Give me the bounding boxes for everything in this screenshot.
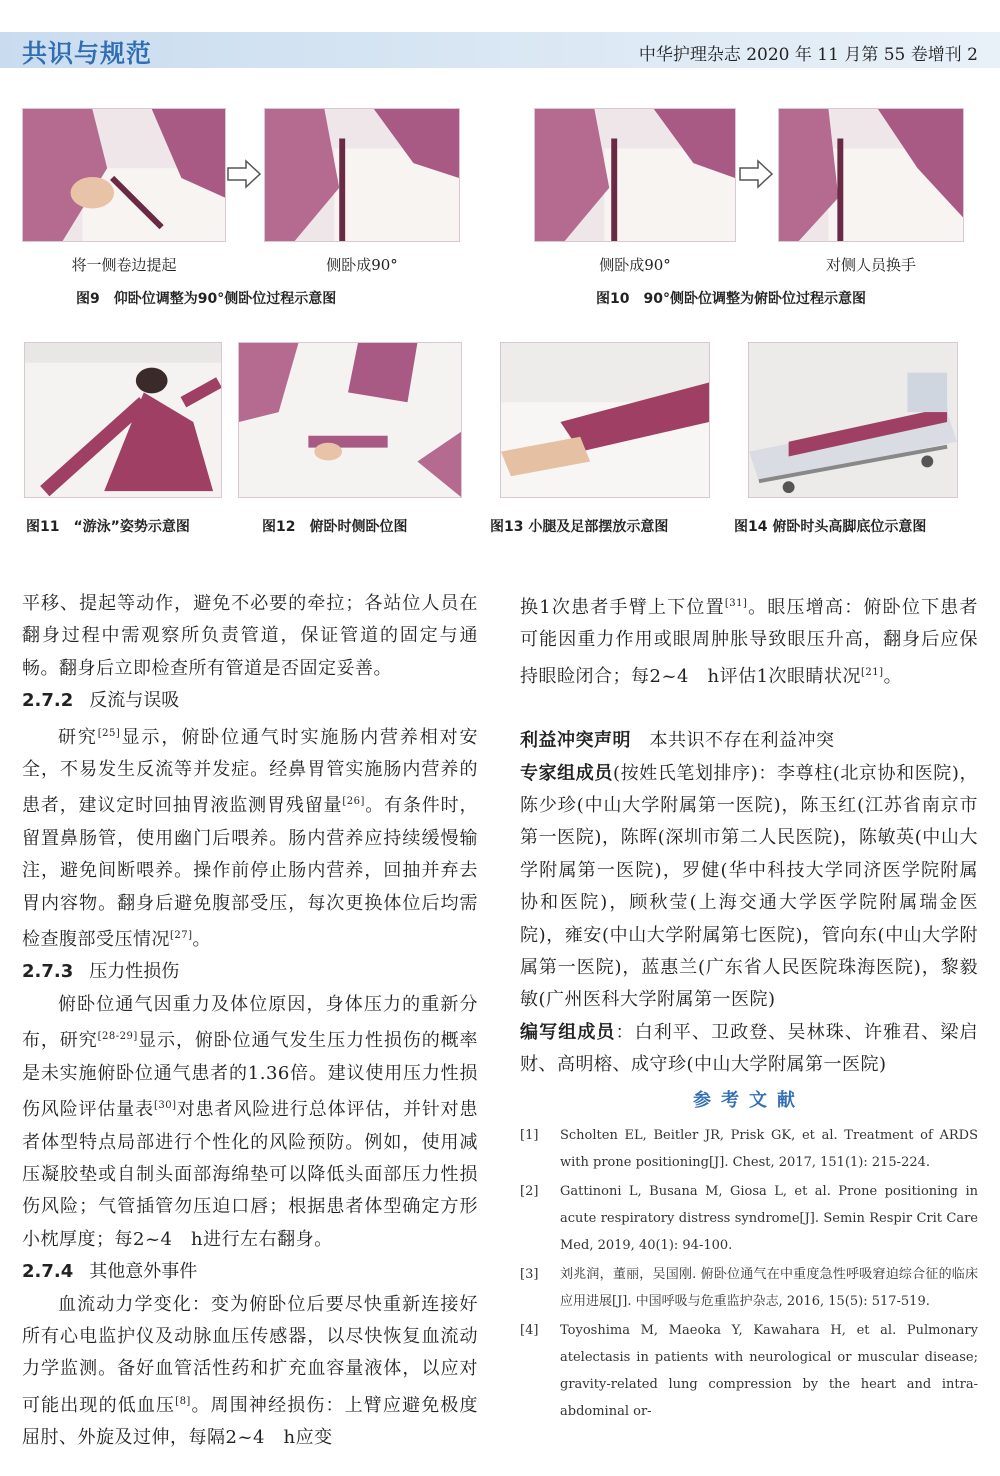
left-paragraph-2: 研究[25]显示，俯卧位通气时实施肠内营养相对安全，不易发生反流等并发症。经鼻胃管实施肠内营养的患者，建议定时回抽胃液监测胃残留量[26]。有条件时，留置鼻肠管，使用幽门后喂养。肠内营养应持续缓慢输注，避免间断喂养。操作前停止肠内营养，回抽并弃去胃内容物。翻身后避免腹部受压，每次更换体位后均需检查腹部受压情况[27]。 bbox=[22, 726, 479, 951]
section-tag: 共识与规范 bbox=[22, 39, 153, 68]
section-heading-2-7-2: 2.7.2 反流与误吸 bbox=[22, 690, 180, 712]
references-title: 参考文献 bbox=[693, 1089, 805, 1111]
right-column bbox=[520, 588, 978, 1427]
right-arrow-icon bbox=[738, 158, 774, 190]
citation: [8] bbox=[175, 1395, 191, 1407]
reference-item: [3] 刘兆润，董丽，吴国刚. 俯卧位通气在中重度急性呼吸窘迫综合征的临床应用进展[J]. 中国呼吸与危重监护杂志, 2016, 15(5): 517-519. bbox=[520, 1266, 978, 1309]
conflict-of-interest: 利益冲突声明 本共识不存在利益冲突 bbox=[520, 730, 835, 752]
fig11-image bbox=[24, 342, 222, 498]
citation: [27] bbox=[170, 930, 193, 942]
writing-group: 编写组成员：白利平、卫政登、吴林珠、许雅君、梁启财、高明榕、成守珍(中山大学附属第一医院) bbox=[520, 1021, 979, 1076]
left-paragraph-3: 俯卧位通气因重力及体位原因，身体压力的重新分布，研究[28-29]显示，俯卧位通气发生压力性损伤的概率是未实施俯卧位通气患者的1.36倍。建议使用压力性损伤风险评估量表[30]对患者风险进行总体评估，并针对患者体型特点局部进行个性化的风险预防。例如，使用减压凝胶垫或自制头面部海绵垫可以降低头面部压力性损伤风险；气管插管勿压迫口唇；根据患者体型确定方形小枕厚度；每2~4 h进行左右翻身。 bbox=[22, 993, 479, 1250]
citation: [26] bbox=[342, 796, 365, 808]
section-heading-2-7-3: 2.7.3 压力性损伤 bbox=[22, 961, 180, 983]
fig10-image-1 bbox=[534, 108, 736, 242]
fig14-caption: 图14 俯卧时头高脚底位示意图 bbox=[734, 519, 927, 535]
right-paragraph-1: 换1次患者手臂上下位置[31]。眼压增高：俯卧位下患者可能因重力作用或眼周肿胀导致眼压升高，翻身后应保持眼睑闭合；每2~4 h评估1次眼睛状况[21]。 bbox=[520, 597, 979, 687]
fig10-caption: 图10 90°侧卧位调整为俯卧位过程示意图 bbox=[596, 291, 866, 307]
fig9-caption: 图9 仰卧位调整为90°侧卧位过程示意图 bbox=[76, 291, 337, 307]
fig10-subcaption-1: 侧卧成90° bbox=[599, 256, 671, 274]
citation: [31] bbox=[724, 598, 748, 609]
fig9-image-1 bbox=[22, 108, 226, 242]
citation: [25] bbox=[97, 727, 121, 739]
fig13-image bbox=[500, 342, 710, 498]
fig12-caption: 图12 俯卧时侧卧位图 bbox=[262, 519, 408, 535]
citation: [28-29] bbox=[97, 1031, 138, 1043]
page-header bbox=[0, 32, 1000, 68]
fig9-subcaption-1: 将一侧卷边提起 bbox=[71, 256, 177, 274]
left-paragraph-1: 平移、提起等动作，避免不必要的牵拉；各站位人员在翻身过程中需观察所负责管道，保证管道的固定与通畅。翻身后立即检查所有管道是否固定妥善。 bbox=[22, 593, 478, 679]
fig9-image-2 bbox=[264, 108, 460, 242]
fig13-caption: 图13 小腿及足部摆放示意图 bbox=[490, 519, 669, 535]
journal-info: 中华护理杂志 2020 年 11 月第 55 卷增刊 2 bbox=[638, 45, 978, 65]
right-arrow-icon bbox=[226, 158, 262, 190]
reference-item: [1] Scholten EL, Beitler JR, Prisk GK, et al. Treatment of ARDS with prone positioning[J]. Chest, 2017, 151(1): 215-224. bbox=[520, 1127, 978, 1170]
fig10-image-2 bbox=[778, 108, 964, 242]
citation: [30] bbox=[153, 1100, 177, 1112]
fig12-image bbox=[238, 342, 462, 498]
expert-group: 专家组成员(按姓氏笔划排序)：李尊柱(北京协和医院)，陈少珍(中山大学附属第一医院)，陈玉红(江苏省南京市第一医院)，陈晖(深圳市第二人民医院)，陈敏英(中山大学附属第一医院)，罗健(华中科技大学同济医学院附属协和医院)，顾秋莹(上海交通大学医学院附属瑞金医院)，雍安(中山大学附属第七医院)，管向东(中山大学附属第一医院)，蓝惠兰(广东省人民医院珠海医院)，黎毅敏(广州医科大学附属第一医院) bbox=[520, 762, 979, 1011]
reference-item: [4] Toyoshima M, Maeoka Y, Kawahara H, et al. Pulmonary atelectasis in patients with neurological or muscular disease; gravity-related lung compression by the heart and intra-abdominal or- bbox=[520, 1322, 978, 1419]
left-column bbox=[22, 588, 478, 1455]
section-heading-2-7-4: 2.7.4 其他意外事件 bbox=[22, 1261, 198, 1283]
fig14-image bbox=[748, 342, 958, 498]
left-paragraph-4: 血流动力学变化：变为俯卧位后要尽快重新连接好所有心电监护仪及动脉血压传感器，以尽快恢复血流动力学监测。备好血管活性药和扩充血容量液体，以应对可能出现的低血压[8]。周围神经损伤：上臂应避免极度屈肘、外旋及过伸，每隔2~4 h应变 bbox=[22, 1293, 479, 1449]
citation: [21] bbox=[861, 666, 884, 678]
fig10-subcaption-2: 对侧人员换手 bbox=[825, 256, 916, 274]
reference-item: [2] Gattinoni L, Busana M, Giosa L, et al. Prone positioning in acute respiratory distress syndrome[J]. Semin Respir Crit Care Med, 2019, 40(1): 94-100. bbox=[520, 1183, 978, 1253]
fig9-subcaption-2: 侧卧成90° bbox=[326, 256, 398, 274]
fig11-caption: 图11 “游泳”姿势示意图 bbox=[26, 519, 190, 535]
